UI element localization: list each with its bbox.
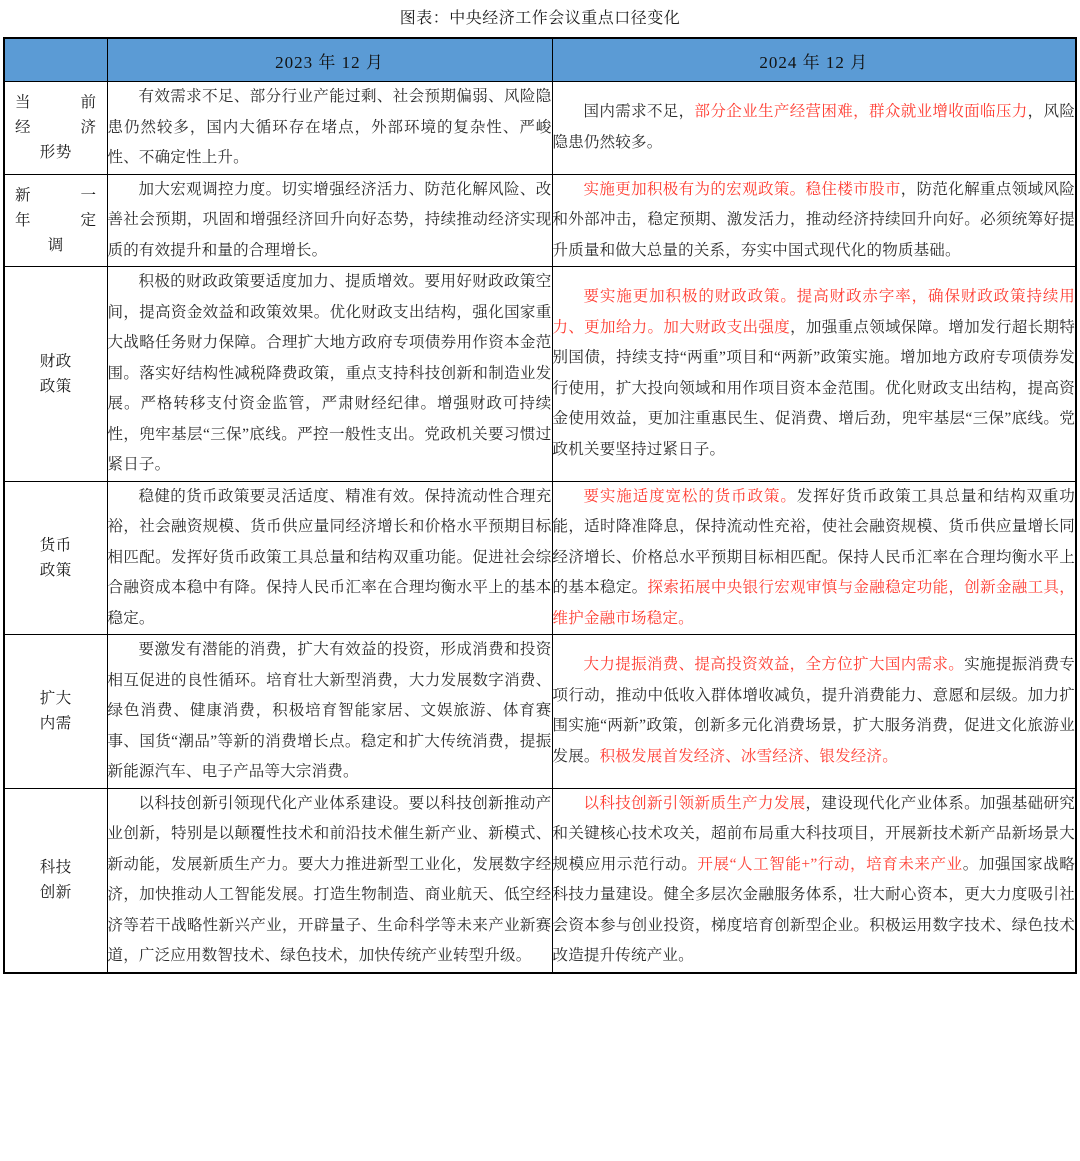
cell-2024 bbox=[552, 635, 1076, 789]
header-cell-2023: 2023 年 12 月 bbox=[107, 38, 552, 82]
table-body bbox=[4, 82, 1076, 973]
body-text: ，建设现代化产业体系。加强基础研究和关键核心技术攻关，超前布局重大科技项目，开展新技术新产品新场景大规模应用示范行动。 bbox=[552, 794, 1075, 873]
body-text: ，防范化解重点领域风险和外部冲击，稳定预期、激发活力，推动经济持续回升向好。必须统筹好提升质量和做大总量的关系，夯实中国式现代化的物质基础。 bbox=[552, 180, 1075, 259]
body-text: ，风险隐患仍然较多。 bbox=[552, 103, 1076, 151]
row-label-char: 定 bbox=[80, 211, 97, 229]
body-text: 以科技创新引领现代化产业体系建设。要以科技创新推动产业创新，特别是以颠覆性技术和前沿技术催生新产业、新模式、新动能，发展新质生产力。要大力推进新型工业化，发展数字经济，加快推动人工智能发展。打造生物制造、商业航天、低空经济等若干战略性新兴产业，开辟量子、生命科学等未来产业新赛道，广泛应用数智技术、绿色技术，加快传统产业转型升级。 bbox=[107, 794, 552, 964]
highlighted-text: 探索拓展中央银行宏观审慎与金融稳定功能，创新金融工具，维护金融市场稳定。 bbox=[552, 579, 1076, 627]
row-label-line: 内需 bbox=[39, 715, 72, 733]
body-text: 积极的财政政策要适度加力、提质增效。要用好财政政策空间，提高资金效益和政策效果。优化财政支出结构，强化国家重大战略任务财力保障。合理扩大地方政府专项债券用作资本金范围。落实好结构性减税降费政策，重点支持科技创新和制造业发展。严格转移支付资金监管，严肃财经纪律。增强财政可持续性，兜牢基层“三保”底线。严控一般性支出。党政机关要习惯过紧日子。 bbox=[107, 273, 552, 473]
cell-2023 bbox=[107, 267, 552, 482]
body-text: 发挥好货币政策工具总量和结构双重功能，适时降准降息，保持流动性充裕，使社会融资规模、货币供应量增长同经济增长、价格总水平预期目标相匹配。保持人民币汇率在合理均衡水平上的基本稳定。 bbox=[552, 487, 1075, 596]
row-label-科技创新 bbox=[4, 788, 107, 973]
row-label-line: 形势 bbox=[39, 144, 72, 162]
row-label-line: 政策 bbox=[39, 561, 72, 579]
table-row bbox=[4, 267, 1076, 482]
highlighted-text: 积极发展首发经济、冰雪经济、银发经济。 bbox=[599, 747, 898, 765]
header-cell-label bbox=[4, 38, 107, 82]
cell-2023 bbox=[107, 174, 552, 267]
row-label-line: 创新 bbox=[39, 884, 72, 901]
row-label-line: 调 bbox=[47, 236, 64, 254]
highlighted-text: 部分企业生产经营困难，群众就业增收面临压力 bbox=[694, 103, 1028, 121]
body-text: 要激发有潜能的消费，扩大有效益的投资，形成消费和投资相互促进的良性循环。培育壮大新型消费，大力发展数字消费、绿色消费、健康消费，积极培育智能家居、文娱旅游、体育赛事、国货“潮品”等新的消费增长点。稳定和扩大传统消费，提振新能源汽车、电子产品等大宗消费。 bbox=[107, 641, 552, 780]
body-text: 实施提振消费专项行动，推动中低收入群体增收减负，提升消费能力、意愿和层级。加力扩围实施“两新”政策，创新多元化消费场景，扩大服务消费，促进文化旅游业发展。 bbox=[552, 656, 1075, 765]
row-label-line: 财政 bbox=[39, 352, 72, 370]
row-label-当前经济形势 bbox=[4, 82, 107, 175]
cell-2023 bbox=[107, 635, 552, 789]
body-text: 稳健的货币政策要灵活适度、精准有效。保持流动性合理充裕，社会融资规模、货币供应量同经济增长和价格水平预期目标相匹配。发挥好货币政策工具总量和结构双重功能。促进社会综合融资成本稳中有降。保持人民币汇率在合理均衡水平上的基本稳定。 bbox=[107, 487, 552, 627]
row-label-line bbox=[5, 208, 107, 233]
cell-2024 bbox=[552, 267, 1076, 482]
row-label-char: 经 bbox=[15, 119, 32, 137]
cell-2023 bbox=[107, 788, 552, 973]
page-title: 图表：中央经济工作会议重点口径变化 bbox=[399, 10, 681, 27]
row-label-line bbox=[5, 183, 107, 208]
table-row bbox=[4, 788, 1076, 973]
row-label-line bbox=[5, 115, 107, 140]
row-label-line: 科技 bbox=[39, 859, 72, 876]
highlighted-text: 开展“人工智能+”行动，培育未来产业 bbox=[697, 855, 963, 873]
row-label-char: 新 bbox=[15, 186, 32, 204]
header-row bbox=[4, 38, 1076, 82]
row-label-line: 扩大 bbox=[39, 690, 72, 708]
body-text: 国内需求不足， bbox=[583, 103, 695, 121]
table-row bbox=[4, 635, 1076, 789]
table-row bbox=[4, 481, 1076, 635]
highlighted-text: 大力提振消费、提高投资效益，全方位扩大国内需求。 bbox=[583, 656, 965, 674]
cell-2024 bbox=[552, 788, 1076, 973]
row-label-line: 政策 bbox=[39, 377, 72, 395]
highlighted-text: 以科技创新引领新质生产力发展 bbox=[583, 794, 806, 812]
header-cell-2024: 2024 年 12 月 bbox=[552, 38, 1076, 82]
highlighted-text: 要实施更加积极的财政政策。提高财政赤字率，确保财政政策持续用力、更加给力。加大财政支出强度 bbox=[552, 288, 1075, 336]
table-row bbox=[4, 82, 1076, 175]
row-label-char: 年 bbox=[15, 211, 32, 229]
row-label-char: 济 bbox=[80, 119, 97, 137]
row-label-货币政策 bbox=[4, 481, 107, 635]
body-text: ，加强重点领域保障。增加发行超长期特别国债，持续支持“两重”项目和“两新”政策实施。增加地方政府专项债券发行使用，扩大投向领域和用作项目资本金范围。优化财政支出结构，提高资金使用效益，更加注重惠民生、促消费、增后劲，兜牢基层“三保”底线。党政机关要坚持过紧日子。 bbox=[552, 318, 1075, 458]
cell-2024 bbox=[552, 174, 1076, 267]
row-label-line bbox=[5, 90, 107, 115]
row-label-财政政策 bbox=[4, 267, 107, 482]
body-text: 。加强国家战略科技力量建设。健全多层次金融服务体系，壮大耐心资本，更大力度吸引社会资本参与创业投资，梯度培育创新型企业。积极运用数字技术、绿色技术改造提升传统产业。 bbox=[552, 855, 1075, 964]
cell-2024 bbox=[552, 481, 1076, 635]
body-text: 加大宏观调控力度。切实增强经济活力、防范化解风险、改善社会预期，巩固和增强经济回升向好态势，持续推动经济实现质的有效提升和量的合理增长。 bbox=[107, 180, 552, 259]
row-label-扩大内需 bbox=[4, 635, 107, 789]
row-label-char: 当 bbox=[15, 94, 32, 112]
highlighted-text: 实施更加积极有为的宏观政策。稳住楼市股市 bbox=[583, 180, 901, 198]
table-row bbox=[4, 174, 1076, 267]
cell-2024 bbox=[552, 82, 1076, 175]
body-text: 有效需求不足、部分行业产能过剩、社会预期偏弱、风险隐患仍然较多，国内大循环存在堵点，外部环境的复杂性、严峻性、不确定性上升。 bbox=[107, 88, 552, 166]
cell-2023 bbox=[107, 481, 552, 635]
table-header bbox=[4, 38, 1076, 82]
row-label-新一年定调 bbox=[4, 174, 107, 267]
row-label-char: 一 bbox=[80, 186, 97, 204]
row-label-line: 货币 bbox=[39, 536, 72, 554]
policy-comparison-table bbox=[3, 37, 1077, 974]
row-label-char: 前 bbox=[80, 94, 97, 112]
highlighted-text: 要实施适度宽松的货币政策。 bbox=[583, 487, 797, 505]
cell-2023 bbox=[107, 82, 552, 175]
